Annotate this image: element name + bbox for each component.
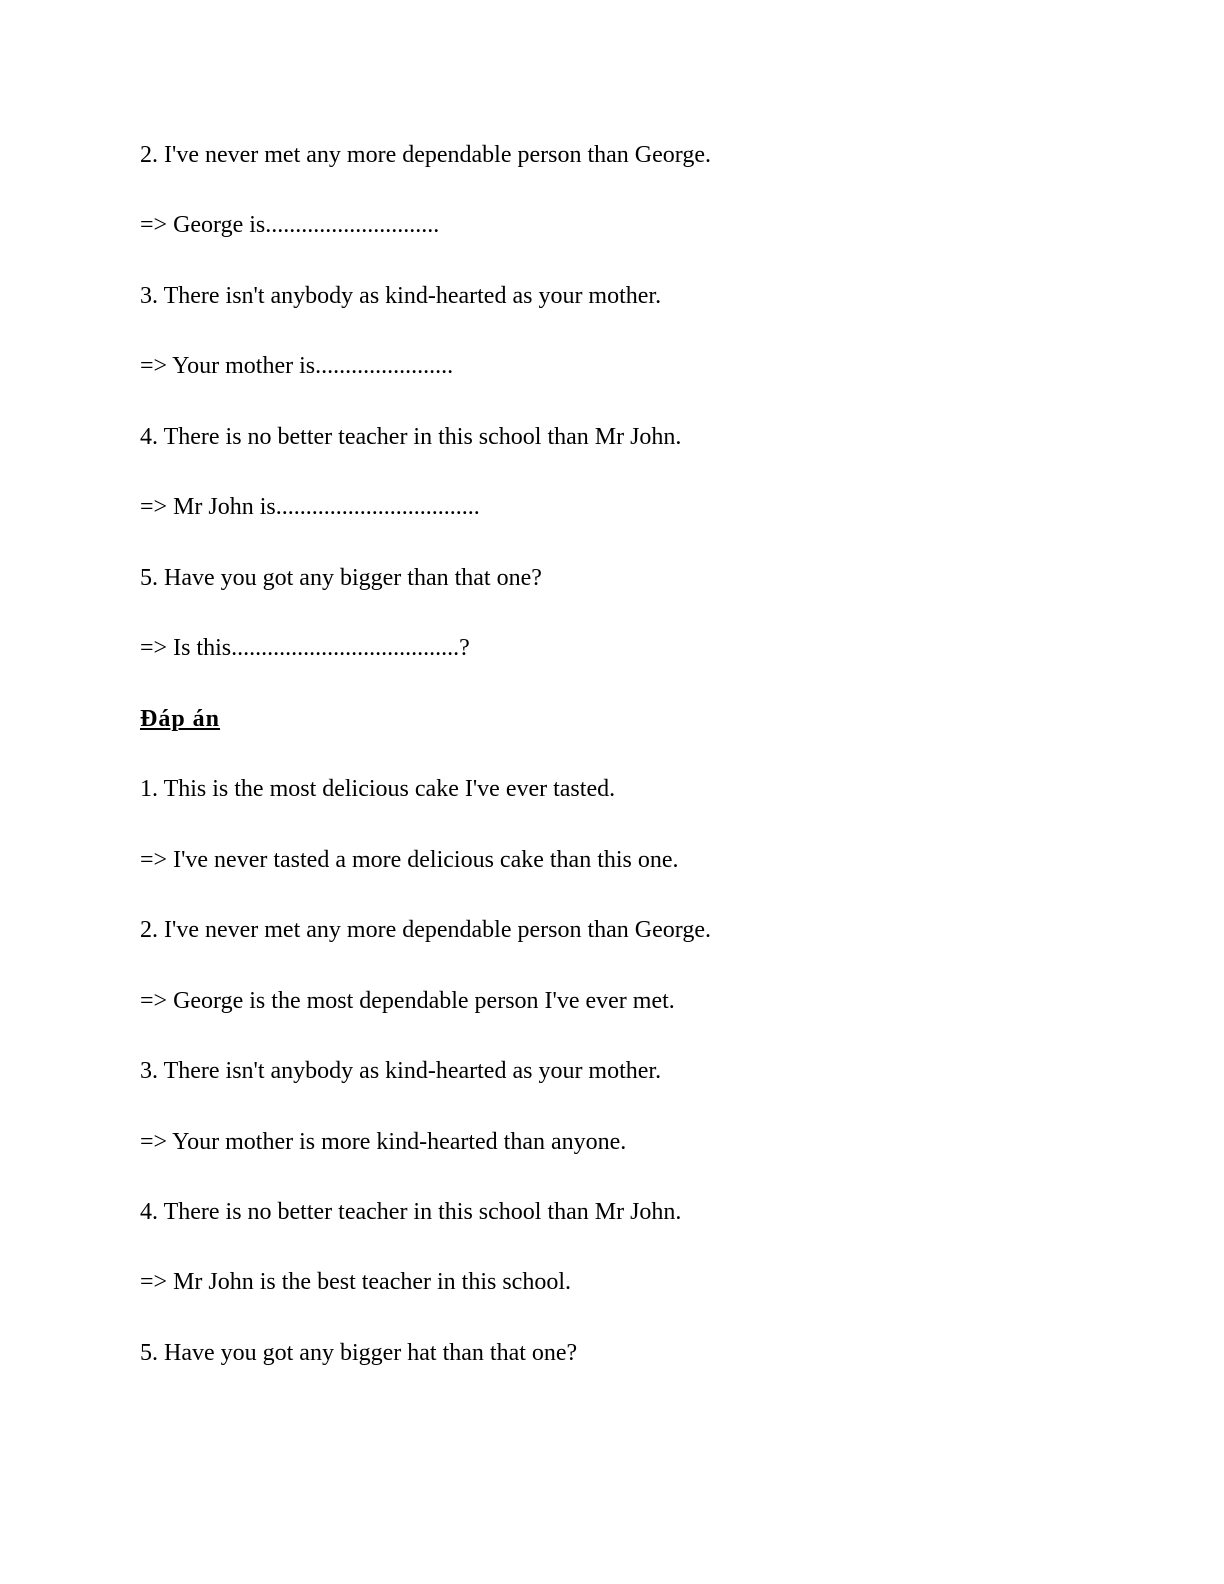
answer-question-5: 5. Have you got any bigger hat than that one?: [140, 1340, 578, 1366]
exercise-question-3: 3. There isn't anybody as kind-hearted as your mother.: [140, 283, 662, 309]
exercise-prompt-4: => Mr John is..................................: [140, 494, 480, 520]
answer-4: => Mr John is the best teacher in this school.: [140, 1269, 572, 1295]
exercise-prompt-3: => Your mother is.......................: [140, 353, 454, 379]
exercise-prompt-5: => Is this......................................?: [140, 635, 470, 661]
answer-3: => Your mother is more kind-hearted than anyone.: [140, 1129, 627, 1155]
answer-1: => I've never tasted a more delicious cake than this one.: [140, 847, 679, 873]
answer-question-2: 2. I've never met any more dependable person than George.: [140, 917, 711, 943]
exercise-prompt-2: => George is.............................: [140, 212, 440, 238]
answer-question-4: 4. There is no better teacher in this school than Mr John.: [140, 1199, 682, 1225]
exercise-question-5: 5. Have you got any bigger than that one?: [140, 565, 542, 591]
answers-heading: Đáp án: [140, 706, 221, 732]
exercise-question-2: 2. I've never met any more dependable person than George.: [140, 142, 711, 168]
answer-question-3: 3. There isn't anybody as kind-hearted as your mother.: [140, 1058, 662, 1084]
answer-question-1: 1. This is the most delicious cake I've ever tasted.: [140, 776, 616, 802]
exercise-question-4: 4. There is no better teacher in this school than Mr John.: [140, 424, 682, 450]
answer-2: => George is the most dependable person I've ever met.: [140, 988, 675, 1014]
